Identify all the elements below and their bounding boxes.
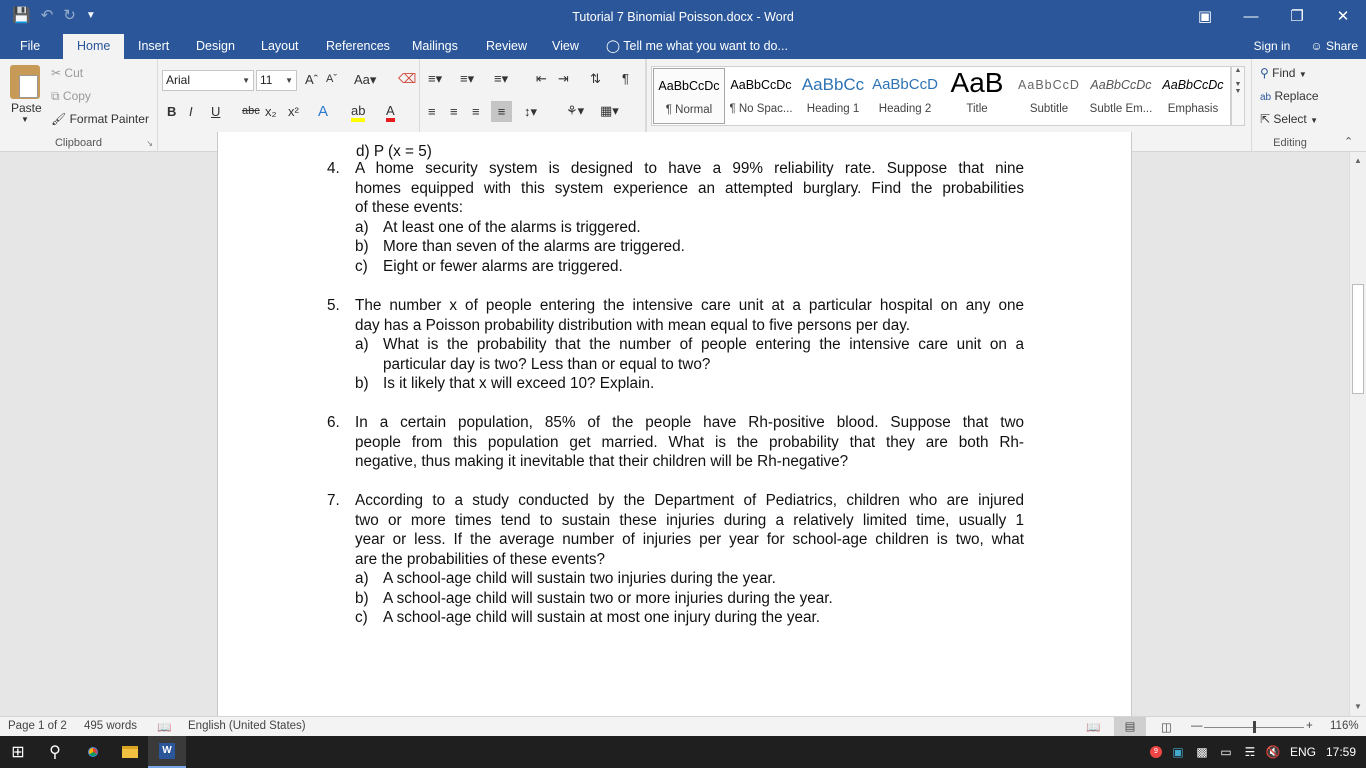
question-7-line: year or less. If the average number of injuries per year for school-age children is two, what — [355, 531, 1024, 548]
minimize-icon[interactable]: — — [1243, 7, 1259, 25]
tray-device-icon[interactable]: ▩ — [1196, 745, 1208, 759]
pilcrow-icon[interactable]: ¶ — [622, 71, 629, 86]
sub-item-label: a) — [355, 218, 369, 236]
share-label: Share — [1325, 39, 1358, 53]
paintbrush-icon: 🖌 — [51, 112, 67, 126]
font-color-icon[interactable]: A — [386, 103, 395, 122]
question-5-line: day has a Poisson probability distribution with mean equal to five persons per day. — [355, 316, 910, 334]
sub-item-text: Is it likely that x will exceed 10? Explain. — [383, 375, 655, 392]
tab-references[interactable]: References — [326, 39, 390, 53]
chevron-down-icon: ▼ — [1298, 70, 1307, 79]
zoom-slider-thumb[interactable] — [1253, 721, 1256, 733]
document-page[interactable] — [217, 132, 1132, 752]
sub-item-text: A school-age child will sustain two or more injuries during the year. — [383, 589, 833, 607]
clipboard-label: Clipboard — [54, 137, 103, 149]
style-name: ¶ Normal — [665, 104, 713, 116]
redo-icon[interactable]: ↻ — [63, 7, 76, 24]
question-7-line: are the probabilities of these events? — [355, 550, 606, 568]
magnifier-icon: ⚲ — [1260, 66, 1269, 80]
style-name: Emphasis — [1167, 103, 1219, 115]
copy-label: Copy — [62, 89, 91, 103]
tab-mailings[interactable]: Mailings — [412, 39, 458, 53]
question-number: 5. — [327, 297, 340, 314]
bullets-icon[interactable]: ≡▾ — [428, 71, 443, 86]
question-7-line: According to a study conducted by the Department of Pediatrics, children who are injured — [355, 492, 1024, 509]
zoom-out-icon[interactable]: — — [1191, 720, 1203, 732]
cut-button[interactable] — [51, 66, 83, 80]
tab-review[interactable]: Review — [486, 39, 527, 53]
print-layout-icon[interactable]: ▤ — [1114, 717, 1146, 736]
volume-muted-icon[interactable]: 🔇 — [1265, 745, 1281, 759]
search-icon[interactable]: ⚲ — [49, 744, 61, 761]
question-4-line: A home security system is designed to have a 99% reliability rate. Suppose that nine — [355, 160, 1024, 177]
format-painter-button[interactable] — [51, 112, 149, 126]
question-6-line: In a certain population, 85% of the people have Rh-positive blood. Suppose that two — [355, 414, 1024, 431]
style-name: Heading 1 — [806, 103, 860, 115]
align-left-icon[interactable]: ≡ — [428, 104, 436, 119]
sub-item-text: A school-age child will sustain at most one injury during the year. — [383, 609, 821, 626]
find-label: Find — [1272, 66, 1296, 80]
save-icon[interactable]: 💾 — [12, 7, 31, 24]
style-preview: AaBbCc — [801, 75, 865, 94]
input-language[interactable]: ENG — [1289, 745, 1316, 759]
zoom-in-icon[interactable]: + — [1306, 720, 1313, 732]
multilevel-list-icon[interactable]: ≡▾ — [494, 71, 509, 86]
replace-button[interactable] — [1260, 89, 1319, 103]
editing-label: Editing — [1273, 137, 1307, 149]
battery-icon[interactable]: ▭ — [1220, 745, 1232, 759]
find-button[interactable] — [1260, 66, 1307, 80]
bold-icon[interactable]: B — [167, 104, 177, 119]
tab-layout[interactable]: Layout — [261, 39, 299, 53]
sub-item-label: c) — [355, 609, 368, 626]
vertical-scrollbar[interactable] — [1349, 152, 1366, 716]
proofing-icon[interactable]: 📖 — [157, 722, 172, 734]
question-number: 4. — [327, 160, 340, 177]
cut-label: Cut — [64, 66, 84, 80]
shading-icon[interactable]: ⚘▾ — [566, 103, 585, 118]
question-5-line: The number x of people entering the intensive care unit at a particular hospital on any one — [355, 297, 1024, 314]
page-count[interactable]: Page 1 of 2 — [8, 720, 67, 732]
window-controls — [1182, 0, 1366, 32]
sub-item-label: b) — [355, 589, 369, 607]
replace-icon: ab — [1260, 92, 1272, 103]
borders-icon[interactable]: ▦▾ — [600, 103, 619, 118]
scroll-down-icon[interactable]: ▼ — [1354, 702, 1362, 711]
style-name: Title — [966, 103, 988, 115]
replace-label: Replace — [1274, 89, 1319, 103]
clear-formatting-icon[interactable]: ⌫ — [398, 71, 417, 86]
styles-gallery-scroll[interactable]: ▲ ▼ ▼ — [1231, 66, 1245, 126]
style-name: Heading 2 — [878, 103, 932, 115]
style-preview: AaBbCcDc — [1090, 78, 1152, 92]
sub-item-label: b) — [355, 375, 369, 392]
word-count[interactable]: 495 words — [84, 720, 138, 732]
file-explorer-icon[interactable] — [112, 736, 148, 768]
chrome-icon[interactable] — [74, 736, 112, 768]
sub-item-text: particular day is two? Less than or equal to two? — [383, 355, 711, 373]
style-preview: AaBbCcDc — [658, 79, 720, 93]
window-title: Tutorial 7 Binomial Poisson.docx - Word — [572, 10, 794, 24]
language-indicator[interactable]: English (United States) — [188, 720, 306, 732]
increase-indent-icon[interactable]: ⇥ — [558, 71, 569, 86]
tab-insert[interactable]: Insert — [138, 39, 170, 53]
text-effects-icon[interactable]: A — [318, 103, 329, 120]
editing-group — [1252, 59, 1328, 152]
sub-item-label: a) — [355, 570, 369, 587]
sub-item-text: Eight or fewer alarms are triggered. — [383, 257, 623, 275]
italic-icon[interactable]: I — [189, 104, 193, 119]
clipboard-launcher-icon[interactable]: ↘ — [146, 139, 153, 148]
chevron-down-icon: ▼ — [1310, 116, 1319, 125]
tab-home[interactable]: Home — [63, 34, 124, 59]
align-right-icon[interactable]: ≡ — [472, 104, 480, 119]
highlight-color-icon[interactable]: ab — [351, 103, 365, 122]
copy-icon: ⧉ — [51, 89, 60, 103]
decrease-indent-icon[interactable]: ⇤ — [536, 71, 547, 86]
question-number: 7. — [327, 492, 340, 509]
copy-button[interactable] — [51, 89, 91, 104]
sub-item-text: What is the probability that the number of people entering the intensive care unit on a — [383, 336, 1024, 353]
undo-icon[interactable]: ↶ — [40, 7, 54, 24]
style-name: Subtitle — [1029, 103, 1069, 115]
cursor-icon: ⇱ — [1260, 112, 1271, 126]
question-6-line: negative, thus making it inevitable that their children will be Rh-negative? — [355, 453, 849, 470]
style-preview: AaBbCcDc — [1162, 78, 1224, 92]
style-preview: AaBbCcD — [1018, 78, 1080, 92]
lightbulb-icon: ◯ — [606, 39, 620, 53]
tab-view[interactable]: View — [552, 39, 579, 53]
clock[interactable]: 17:59 — [1325, 745, 1357, 759]
notification-app-icon[interactable] — [1146, 736, 1166, 768]
chevron-down-icon: ▼ — [242, 76, 250, 85]
tab-design[interactable]: Design — [196, 39, 235, 53]
change-case-icon[interactable]: Aa▾ — [354, 72, 377, 87]
sub-item-label: a) — [355, 336, 369, 353]
zoom-level[interactable]: 116% — [1330, 720, 1359, 732]
sign-in-link[interactable]: Sign in — [1253, 39, 1291, 53]
tell-me-box[interactable] — [606, 34, 788, 59]
collapse-ribbon-icon[interactable]: ⌃ — [1344, 136, 1354, 148]
font-size-value: 11 — [260, 73, 273, 87]
person-icon: ☺ — [1310, 39, 1323, 53]
select-button[interactable] — [1260, 112, 1318, 126]
read-mode-icon[interactable]: 📖 — [1086, 722, 1101, 734]
style-preview: AaB — [950, 67, 1004, 98]
wifi-icon[interactable]: ☴ — [1244, 745, 1256, 759]
cut-off-line: d) P (x = 5) — [356, 143, 432, 160]
question-4-line: of these events: — [355, 199, 463, 216]
question-number: 6. — [327, 414, 340, 431]
scissors-icon: ✂ — [51, 66, 62, 80]
title-bar — [0, 0, 1366, 34]
sort-icon[interactable]: ⇅ — [590, 71, 601, 86]
restore-icon[interactable]: ❐ — [1290, 8, 1304, 25]
scroll-thumb[interactable] — [1352, 284, 1364, 394]
share-button[interactable] — [1310, 34, 1358, 59]
superscript-icon[interactable]: x² — [288, 104, 299, 119]
scroll-up-icon[interactable]: ▲ — [1354, 156, 1362, 165]
numbering-icon[interactable]: ≡▾ — [460, 71, 475, 86]
format-painter-label: Format Painter — [69, 112, 149, 126]
sub-item-text: More than seven of the alarms are triggered. — [383, 238, 685, 255]
font-size-select[interactable] — [256, 70, 297, 91]
sub-item-text: At least one of the alarms is triggered. — [383, 218, 641, 236]
word-taskbar-icon[interactable]: W — [148, 736, 186, 768]
status-bar — [0, 716, 1366, 736]
paste-dropdown-icon: ▼ — [21, 115, 29, 124]
close-icon[interactable]: ✕ — [1336, 8, 1350, 25]
question-7-line: two or more times tend to sustain these injuries during a relatively limited time, usually 1 — [355, 511, 1024, 529]
question-6-line: people from this population get married. What is the probability that they are both Rh- — [355, 433, 1024, 451]
strikethrough-icon[interactable]: abc — [242, 105, 260, 117]
tell-me-text: Tell me what you want to do... — [623, 39, 788, 53]
shrink-font-icon[interactable]: Aˇ — [326, 73, 337, 85]
sub-item-text: A school-age child will sustain two injuries during the year. — [383, 570, 776, 587]
account-area — [1254, 34, 1358, 59]
style-name: Subtle Em... — [1089, 103, 1153, 115]
clipboard-group — [0, 59, 158, 152]
taskbar — [0, 736, 1366, 768]
question-4-line: homes equipped with this system experience an attempted burglary. Find the probabilities — [355, 179, 1024, 197]
chevron-down-icon: ▼ — [285, 76, 293, 85]
style-name: ¶ No Spac... — [729, 103, 793, 115]
tray-app-icon[interactable]: ▣ — [1172, 745, 1184, 759]
font-name-select[interactable] — [162, 70, 254, 91]
style-preview: AaBbCcD — [872, 76, 938, 93]
customize-qat-icon[interactable]: ▼ — [85, 9, 96, 21]
sub-item-label: c) — [355, 257, 368, 275]
ribbon-tabs — [0, 34, 1366, 59]
paste-icon — [10, 65, 40, 99]
subscript-icon[interactable]: x₂ — [265, 104, 277, 119]
paste-label: Paste — [11, 101, 42, 115]
grow-font-icon[interactable]: Aˆ — [305, 72, 318, 87]
align-center-icon[interactable]: ≡ — [450, 104, 458, 119]
select-label: Select — [1273, 112, 1307, 126]
font-name-value: Arial — [166, 73, 191, 87]
line-spacing-icon[interactable]: ↕▾ — [524, 104, 538, 119]
justify-icon[interactable]: ≡ — [491, 101, 512, 122]
windows-start-icon[interactable]: ⊞ — [11, 744, 25, 761]
notification-badge: 9 — [1150, 746, 1162, 758]
ribbon-display-options-icon[interactable]: ▣ — [1197, 8, 1213, 25]
style-preview: AaBbCcDc — [730, 78, 792, 92]
underline-icon[interactable]: U — [211, 104, 221, 119]
web-layout-icon[interactable]: ◫ — [1161, 722, 1172, 734]
sub-item-label: b) — [355, 238, 369, 255]
tab-file[interactable]: File — [20, 39, 41, 53]
